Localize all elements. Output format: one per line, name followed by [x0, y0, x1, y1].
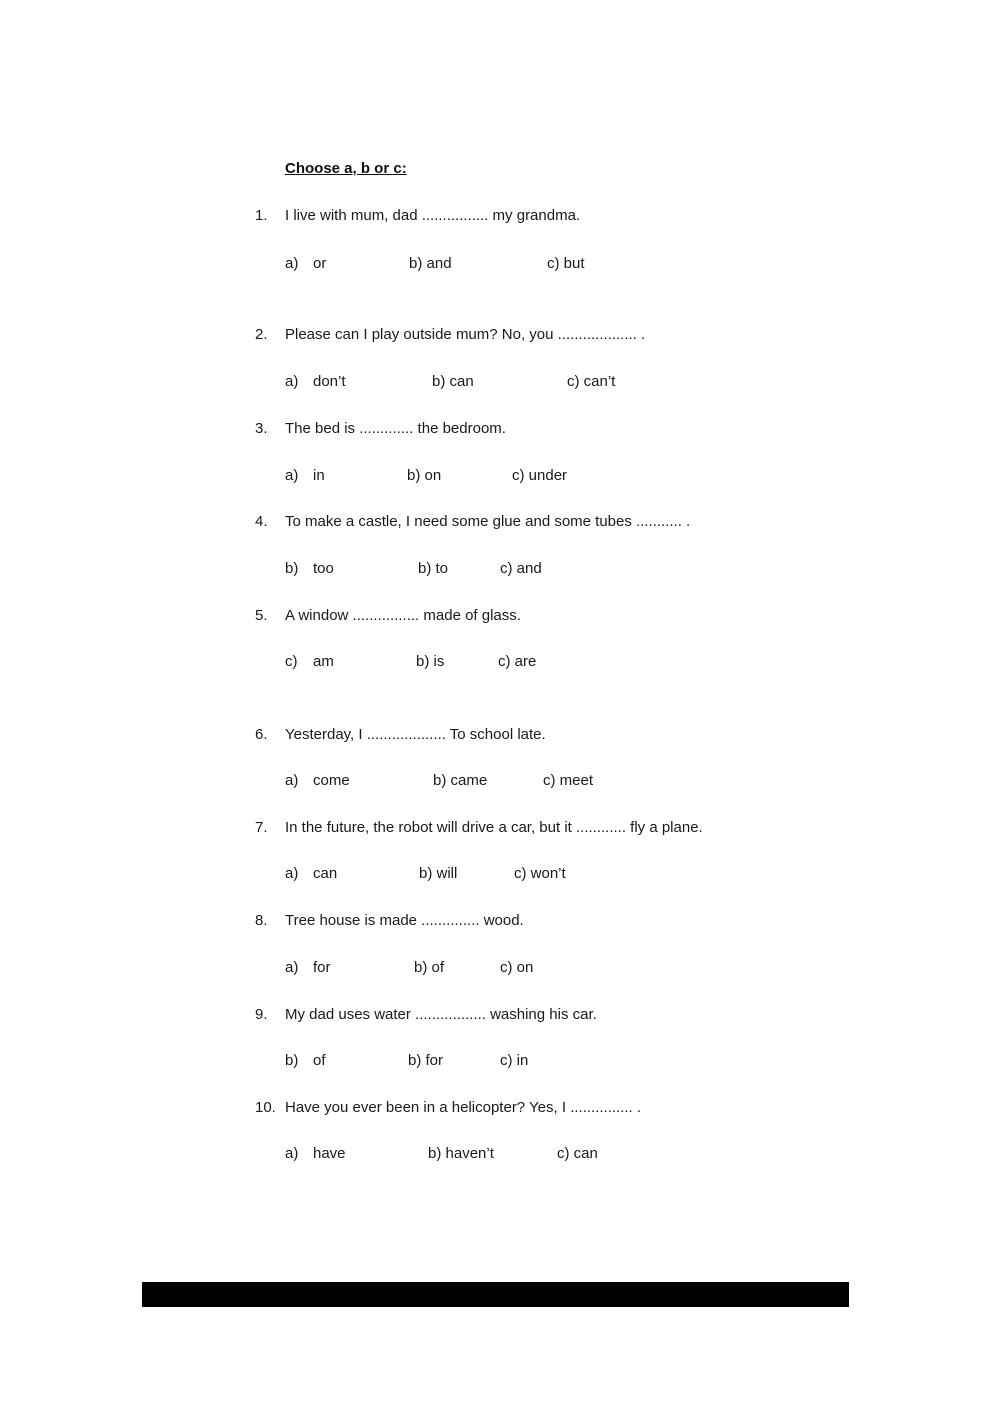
option-word: come	[313, 772, 350, 789]
option-a[interactable]	[285, 653, 334, 670]
question-2	[255, 326, 645, 343]
option-b[interactable]: b) for	[408, 1052, 444, 1069]
option-c[interactable]: c) meet	[543, 772, 594, 789]
option-letter: a)	[285, 772, 299, 789]
option-c[interactable]: c) are	[498, 653, 537, 670]
question-9	[255, 1006, 597, 1023]
option-c[interactable]: c) under	[512, 467, 568, 484]
option-a[interactable]	[285, 772, 350, 789]
question-number: 10.	[255, 1099, 276, 1116]
option-c[interactable]: c) in	[500, 1052, 529, 1069]
worksheet-heading: Choose a, b or c:	[285, 160, 407, 177]
option-word: or	[313, 255, 327, 272]
option-word: in	[313, 467, 325, 484]
option-word: of	[313, 1052, 326, 1069]
option-a[interactable]	[285, 1052, 326, 1069]
question-3	[255, 420, 506, 437]
question-text: I live with mum, dad ................ my grandma.	[285, 207, 581, 224]
question-number: 6.	[255, 726, 268, 743]
option-letter: a)	[285, 255, 299, 272]
option-word: am	[313, 653, 334, 670]
option-b[interactable]: b) will	[419, 865, 458, 882]
question-number: 4.	[255, 513, 268, 530]
option-b[interactable]: b) is	[416, 653, 445, 670]
question-7	[255, 819, 703, 836]
option-letter: a)	[285, 959, 299, 976]
question-number: 9.	[255, 1006, 268, 1023]
option-letter: a)	[285, 1145, 299, 1162]
question-number: 1.	[255, 207, 268, 224]
question-text: To make a castle, I need some glue and some tubes ........... .	[285, 513, 691, 530]
question-number: 2.	[255, 326, 268, 343]
option-b[interactable]: b) haven’t	[428, 1145, 494, 1162]
question-text: Tree house is made .............. wood.	[285, 912, 524, 929]
option-b[interactable]: b) to	[418, 560, 449, 577]
option-a[interactable]	[285, 373, 346, 390]
question-5	[255, 607, 521, 624]
option-b[interactable]: b) came	[433, 772, 488, 789]
option-a[interactable]	[285, 560, 334, 577]
option-letter: a)	[285, 373, 299, 390]
question-text: Yesterday, I ................... To school late.	[285, 726, 546, 743]
question-text: My dad uses water ................. washing his car.	[285, 1006, 597, 1023]
option-b[interactable]: b) on	[407, 467, 442, 484]
option-word: too	[313, 560, 334, 577]
option-letter: c)	[285, 653, 298, 670]
option-a[interactable]	[285, 865, 337, 882]
option-word: don’t	[313, 373, 346, 390]
question-4	[255, 513, 690, 530]
question-number: 8.	[255, 912, 268, 929]
option-b[interactable]: b) can	[432, 373, 474, 390]
option-letter: a)	[285, 865, 299, 882]
option-word: for	[313, 959, 331, 976]
option-b[interactable]: b) and	[409, 255, 452, 272]
question-1	[255, 207, 580, 224]
question-text: The bed is ............. the bedroom.	[285, 420, 506, 437]
option-c[interactable]: c) can’t	[567, 373, 616, 390]
question-10	[255, 1099, 641, 1116]
option-a[interactable]	[285, 1145, 346, 1162]
question-number: 3.	[255, 420, 268, 437]
option-c[interactable]: c) won’t	[514, 865, 566, 882]
question-text: Please can I play outside mum? No, you ................... .	[285, 326, 646, 343]
option-a[interactable]	[285, 959, 331, 976]
option-word: can	[313, 865, 338, 882]
option-letter: b)	[285, 560, 299, 577]
option-b[interactable]: b) of	[414, 959, 445, 976]
option-letter: b)	[285, 1052, 299, 1069]
question-text: A window ................ made of glass.	[285, 607, 521, 624]
question-number: 5.	[255, 607, 268, 624]
option-a[interactable]	[285, 467, 325, 484]
option-a[interactable]	[285, 255, 326, 272]
option-c[interactable]: c) but	[547, 255, 585, 272]
question-number: 7.	[255, 819, 268, 836]
option-word: have	[313, 1145, 346, 1162]
question-text: Have you ever been in a helicopter? Yes, I ............... .	[285, 1099, 642, 1116]
option-c[interactable]: c) and	[500, 560, 542, 577]
option-letter: a)	[285, 467, 299, 484]
question-6	[255, 726, 546, 743]
question-text: In the future, the robot will drive a car, but it ............ fly a plane.	[285, 819, 703, 836]
option-c[interactable]: c) on	[500, 959, 534, 976]
footer-bar	[142, 1282, 849, 1307]
option-c[interactable]: c) can	[557, 1145, 598, 1162]
question-8	[255, 912, 524, 929]
